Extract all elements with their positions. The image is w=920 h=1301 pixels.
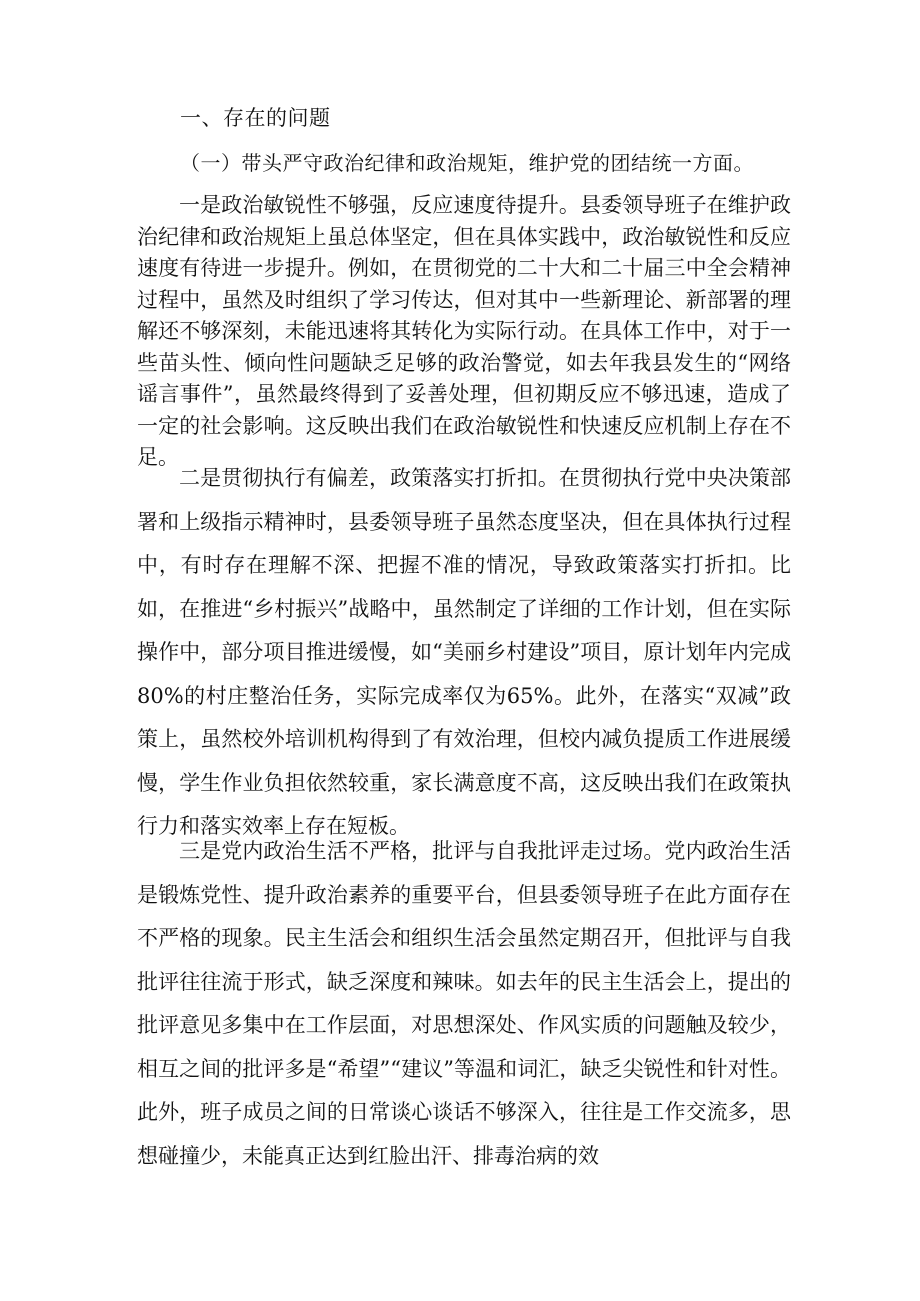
section-heading: 一、存在的问题 <box>180 106 331 130</box>
paragraph-political-sensitivity: 一是政治敏锐性不够强，反应速度待提升。县委领导班子在维护政治纪律和政治规矩上虽总体坚定，但在具体实践中，政治敏锐性和反应速度有待进一步提升。例如，在贯彻党的二十大和二十届三中全会精神过程中，虽然及时组织了学习传达，但对其中一些新理论、新部署的理解还不够深刻，未能迅速将其转化为实际行动。在具体工作中，对于一些苗头性、倾向性问题缺乏足够的政治警觉，如去年我县发生的“网络谣言事件”，虽然最终得到了妥善处理，但初期反应不够迅速，造成了一定的社会影响。这反映出我们在政治敏锐性和快速反应机制上存在不足。 <box>137 193 791 469</box>
paragraph-party-political-life: 三是党内政治生活不严格，批评与自我批评走过场。党内政治生活是锻炼党性、提升政治素养的重要平台，但县委领导班子在此方面存在不严格的现象。民主生活会和组织生活会虽然定期召开，但批评与自我批评往往流于形式，缺乏深度和辣味。如去年的民主生活会上，提出的批评意见多集中在工作层面，对思想深处、作风实质的问题触及较少，相互之间的批评多是“希望”“建议”等温和词汇，缺乏尖锐性和针对性。此外，班子成员之间的日常谈心谈话不够深入，往往是工作交流多，思想碰撞少，未能真正达到红脸出汗、排毒治病的效 <box>137 839 791 1168</box>
subsection-heading: （一）带头严守政治纪律和政治规矩，维护党的团结统一方面。 <box>180 151 754 175</box>
paragraph-policy-implementation: 二是贯彻执行有偏差，政策落实打折扣。在贯彻执行党中央决策部署和上级指示精神时，县委领导班子虽然态度坚决，但在具体执行过程中，有时存在理解不深、把握不准的情况，导致政策落实打折扣。比如，在推进“乡村振兴”战略中，虽然制定了详细的工作计划，但在实际操作中，部分项目推进缓慢，如“美丽乡村建设”项目，原计划年内完成80%的村庄整治任务，实际完成率仅为65%。此外，在落实“双减”政策上，虽然校外培训机构得到了有效治理，但校内减负提质工作进展缓慢，学生作业负担依然较重，家长满意度不高，这反映出我们在政策执行力和落实效率上存在短板。 <box>137 466 791 838</box>
